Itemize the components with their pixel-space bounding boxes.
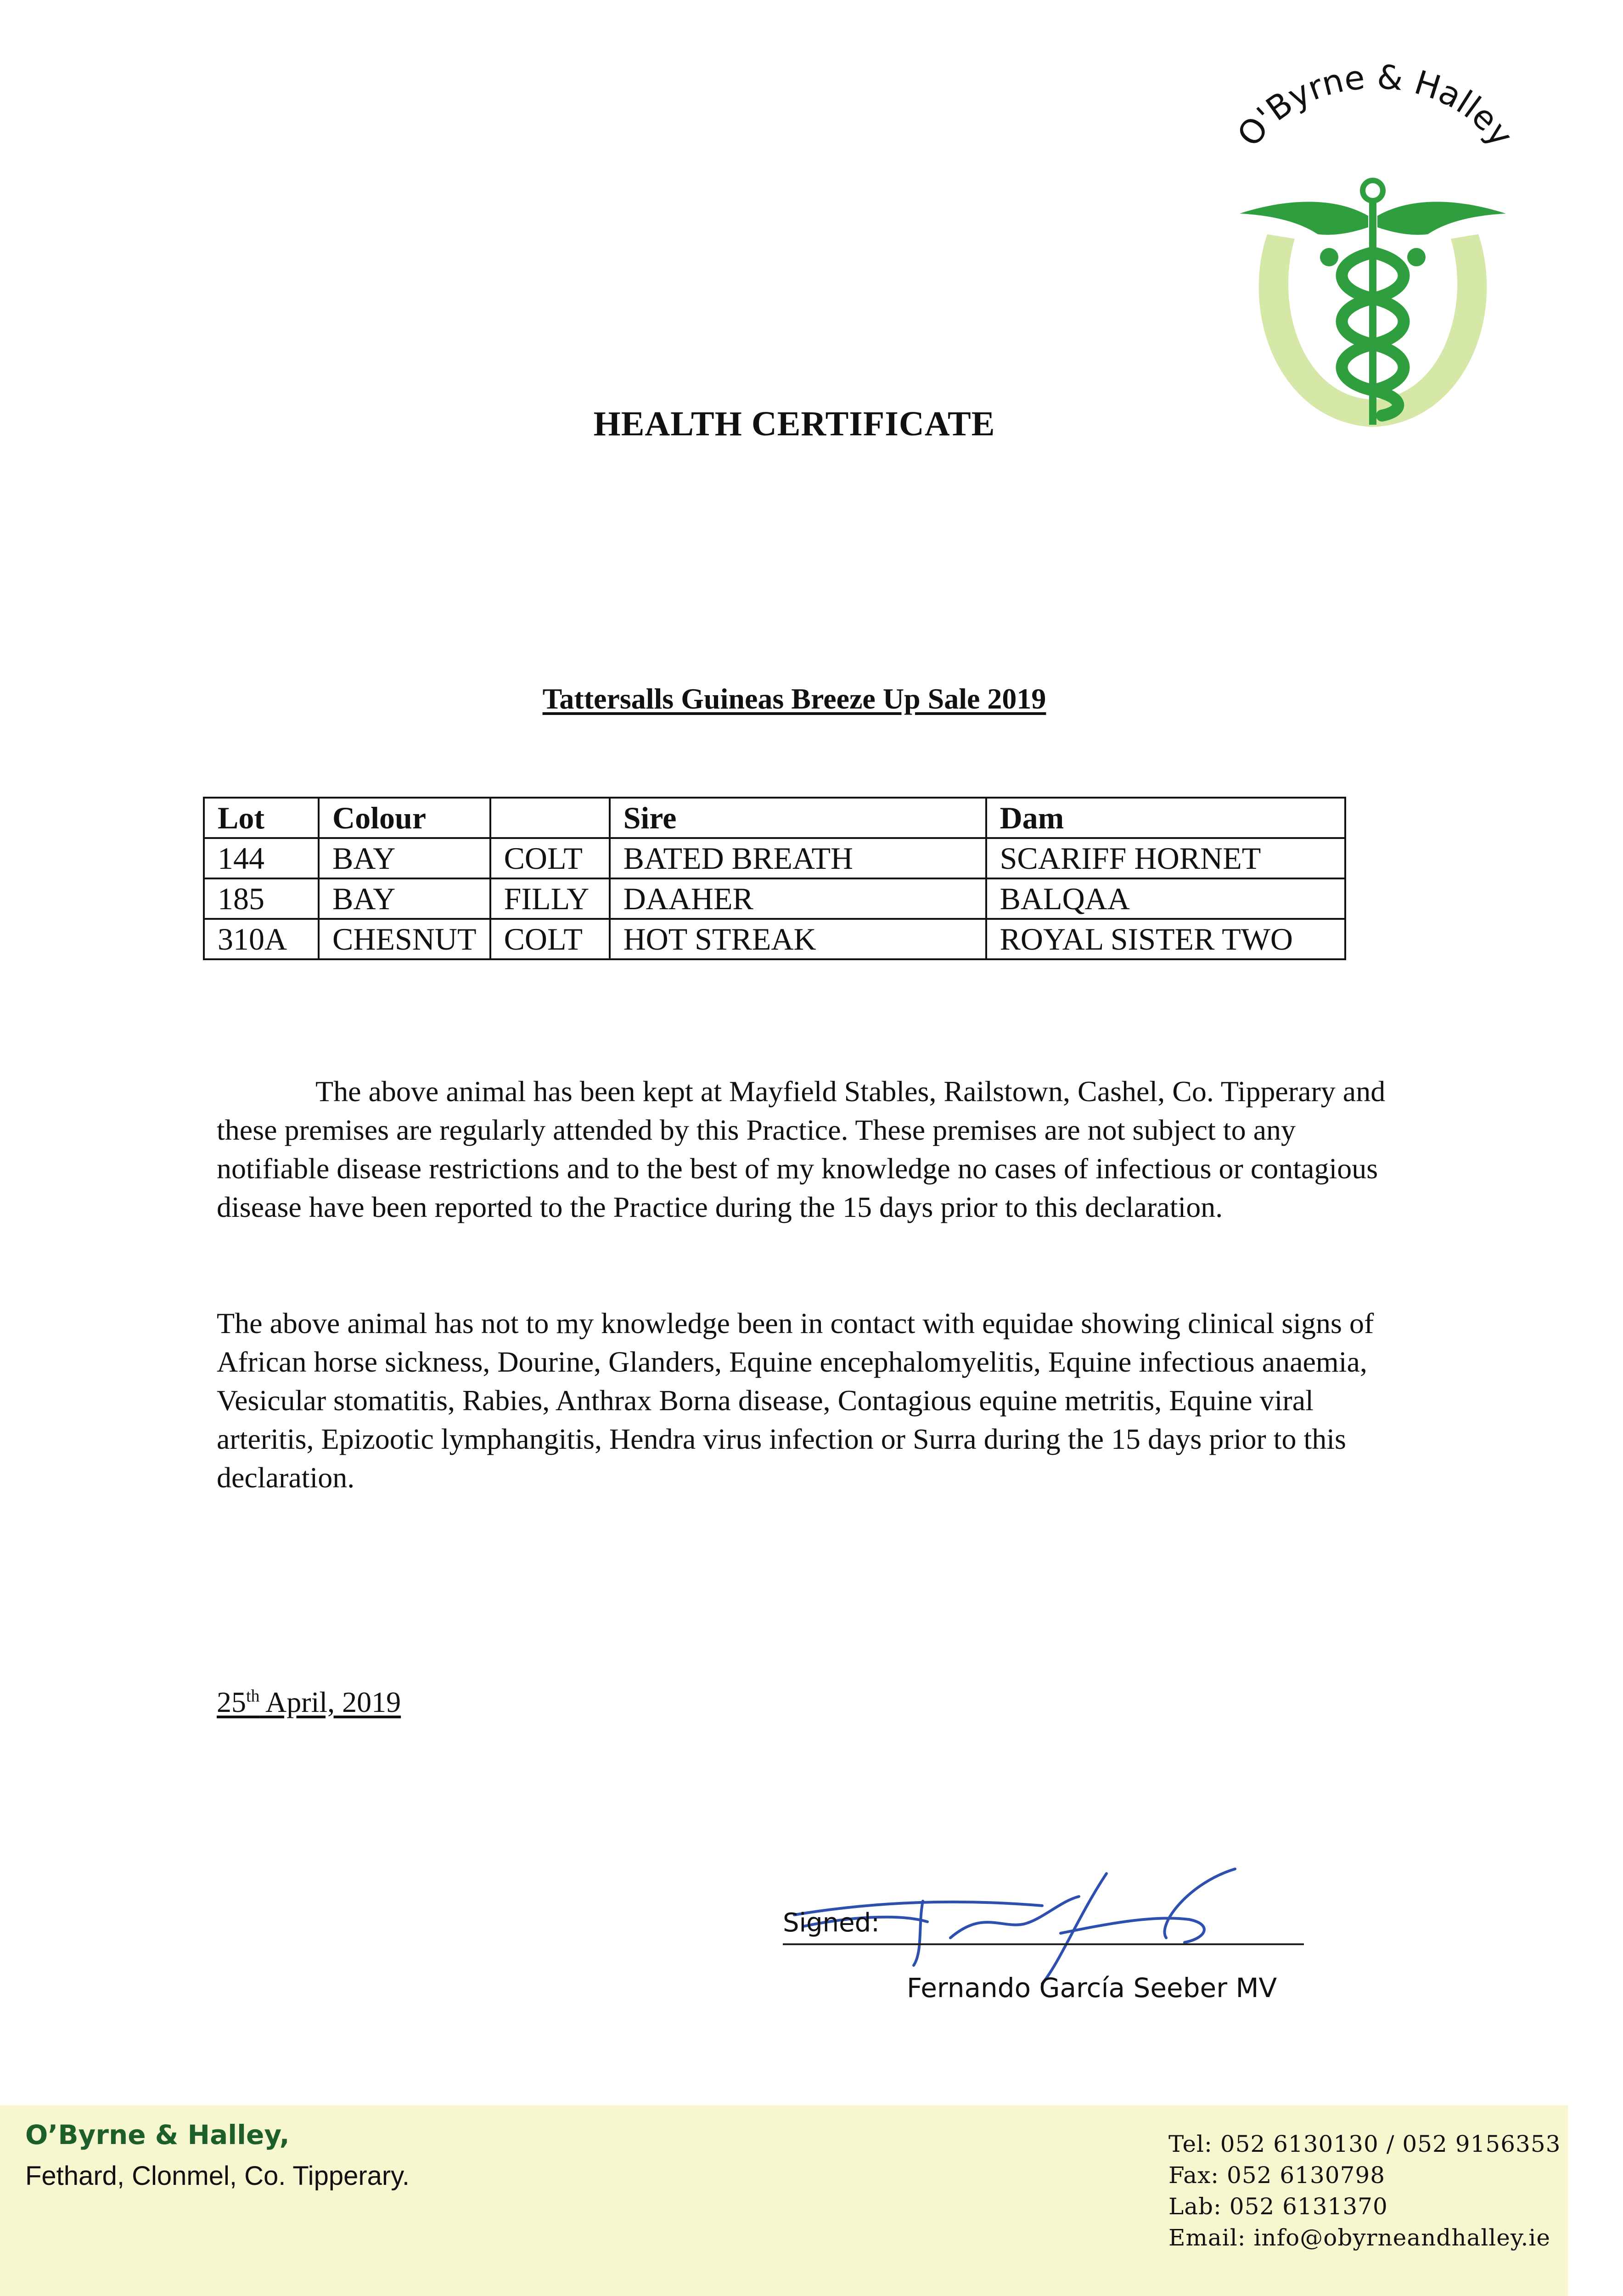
sale-subtitle: Tattersalls Guineas Breeze Up Sale 2019 [542,682,1046,715]
table-row [204,919,1345,959]
right-wing-icon [1377,202,1506,235]
signature-line [783,1943,1304,1945]
lots-table [203,797,1346,960]
lab-phone: Lab: 052 6131370 [1168,2193,1388,2220]
cell-sire: BATED BREATH [610,838,986,878]
cell-sex: COLT [490,838,610,878]
cell-dam: BALQAA [986,878,1345,919]
premises-declaration: The above animal has been kept at Mayfield Stables, Railstown, Cashel, Co. Tipperary and these premises are regularly attended by this Practice. These premises are not subject to any notifiable disease restrictions and to the best of my knowledge no cases of infectious or contagious disease have been reported to the Practice during the 15 days prior to this declaration. [217,1075,1386,1223]
telephone: Tel: 052 6130130 / 052 9156353 [1168,2131,1561,2157]
header-sire: Sire [610,798,986,838]
header-dam: Dam [986,798,1345,838]
header-sex [490,798,610,838]
signer-name: Fernando García Seeber MV [907,1972,1277,2003]
cell-lot: 185 [204,878,319,919]
logo-text: O'Byrne & Halley [1230,60,1521,154]
contact-declaration: The above animal has not to my knowledge been in contact with equidae showing clinical signs of African horse sickness, Dourine, Glanders, Equine encephalomyelitis, Equine infectious anaemia, Vesicular stomatitis, Rabies, Anthrax Borna disease, Contagious equine metritis, Equine viral arteritis, Epizootic lymphangitis, Hendra virus infection or Surra during the 15 days prior to this declaration. [217,1307,1374,1494]
cell-dam: SCARIFF HORNET [986,838,1345,878]
fax: Fax: 052 6130798 [1168,2162,1386,2189]
firm-name: O’Byrne & Halley, [25,2119,290,2150]
cell-dam: ROYAL SISTER TWO [986,919,1345,959]
email[interactable]: Email: info@obyrneandhalley.ie [1168,2224,1550,2251]
cell-lot: 144 [204,838,319,878]
cell-colour: CHESNUT [319,919,490,959]
table-row [204,878,1345,919]
page-title: HEALTH CERTIFICATE [593,405,995,443]
table-row [204,838,1345,878]
cell-colour: BAY [319,838,490,878]
signed-label: Signed: [783,1908,880,1938]
cell-colour: BAY [319,878,490,919]
cell-sex: FILLY [490,878,610,919]
header-colour: Colour [319,798,490,838]
practice-logo [1212,60,1533,436]
cell-lot: 310A [204,919,319,959]
left-wing-icon [1240,202,1368,235]
table-header-row [204,798,1345,838]
firm-address: Fethard, Clonmel, Co. Tipperary. [25,2161,410,2191]
cell-sire: HOT STREAK [610,919,986,959]
header-lot: Lot [204,798,319,838]
cell-sex: COLT [490,919,610,959]
declaration-date: 25th April, 2019 [217,1686,401,1718]
cell-sire: DAAHER [610,878,986,919]
